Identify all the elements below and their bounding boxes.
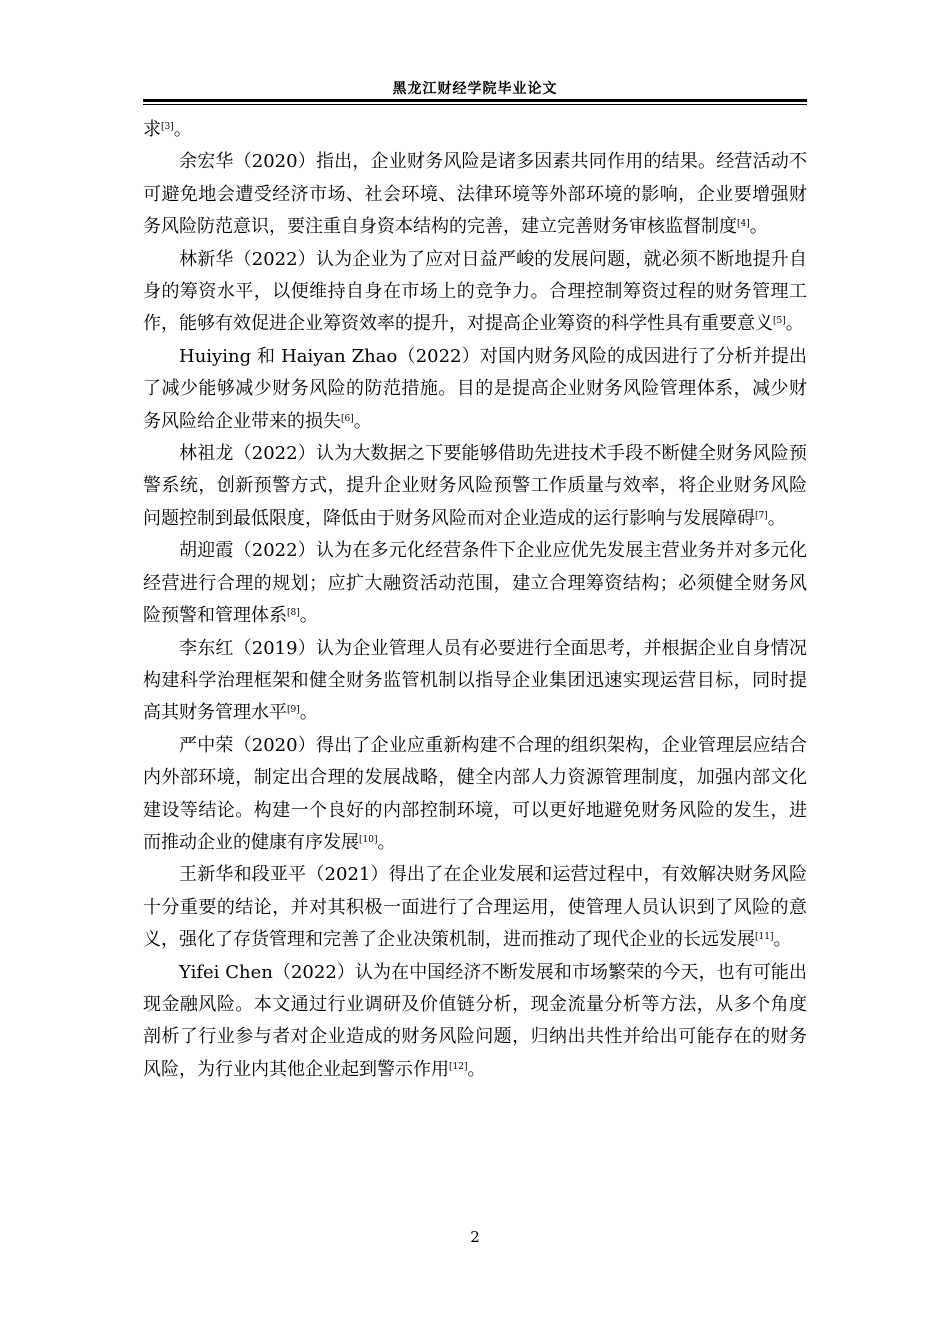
paragraph: 求[3]。	[143, 119, 192, 140]
paragraph: Huiying 和 Haiyan Zhao（2022）对国内财务风险的成因进行了分析并提出了减少能够减少财务风险的防范措施。目的是提高企业财务风险管理体系，减少财务风险给企业带来的损失[6]。	[143, 345, 807, 432]
page-number: 2	[470, 1228, 480, 1246]
paragraph: 胡迎霞（2022）认为在多元化经营条件下企业应优先发展主营业务并对多元化经营进行合理的规划；应扩大融资活动范围，建立合理筹资结构；必须健全财务风险预警和管理体系[8]。	[143, 540, 807, 627]
paragraph: 严中荣（2020）得出了企业应重新构建不合理的组织架构，企业管理层应结合内外部环境，制定出合理的发展战略，健全内部人力资源管理制度，加强内部文化建设等结论。构建一个良好的内部控制环境，可以更好地避免财务风险的发生，进而推动企业的健康有序发展[10]。	[143, 734, 807, 853]
citation-ref: [9]	[287, 705, 300, 716]
citation-ref: [7]	[755, 510, 768, 521]
citation-ref: [5]	[773, 316, 786, 327]
paragraph: Yifei Chen（2022）认为在中国经济不断发展和市场繁荣的今天，也有可能出现金融风险。本文通过行业调研及价值链分析，现金流量分析等方法，从多个角度剖析了行业参与者对企业造成的财务风险问题，归纳出共性并给出可能存在的财务风险，为行业内其他企业起到警示作用[12]。	[143, 961, 807, 1080]
header-rule-thin	[143, 104, 807, 105]
body-text	[143, 114, 807, 1086]
citation-ref: [8]	[287, 608, 300, 619]
citation-ref: [3]	[161, 122, 174, 132]
paragraph: 林祖龙（2022）认为大数据之下要能够借助先进技术手段不断健全财务风险预警系统，创新预警方式，提升企业财务风险预警工作质量与效率，将企业财务风险问题控制到最低限度，降低由于财务风险而对企业造成的运行影响与发展障碍[7]。	[143, 443, 807, 529]
paragraph: 李东红（2019）认为企业管理人员有必要进行全面思考，并根据企业自身情况构建科学治理框架和健全财务监管机制以指导企业集团迅速实现运营目标，同时提高其财务管理水平[9]。	[143, 637, 807, 724]
header-rule-thick	[143, 99, 807, 102]
paragraph: 余宏华（2020）指出，企业财务风险是诸多因素共同作用的结果。经营活动不可避免地会遭受经济市场、社会环境、法律环境等外部环境的影响，企业要增强财务风险防范意识，要注重自身资本结构的完善，建立完善财务审核监督制度[4]。	[143, 151, 807, 238]
page-header-title: 黑龙江财经学院毕业论文	[392, 81, 558, 97]
citation-ref: [12]	[449, 1061, 468, 1072]
citation-ref: [10]	[359, 834, 378, 845]
paragraph: 林新华（2022）认为企业为了应对日益严峻的发展问题，就必须不断地提升自身的筹资水平，以便维持自身在市场上的竞争力。合理控制筹资过程的财务管理工作，能够有效促进企业筹资效率的提升，对提高企业筹资的科学性具有重要意义[5]。	[143, 248, 807, 335]
paragraph: 王新华和段亚平（2021）得出了在企业发展和运营过程中，有效解决财务风险十分重要的结论，并对其积极一面进行了合理运用，使管理人员认识到了风险的意义，强化了存货管理和完善了企业决策机制，进而推动了现代企业的长远发展[11]。	[143, 864, 807, 951]
citation-ref: [4]	[737, 219, 750, 230]
citation-ref: [6]	[341, 413, 354, 424]
citation-ref: [11]	[755, 932, 774, 943]
